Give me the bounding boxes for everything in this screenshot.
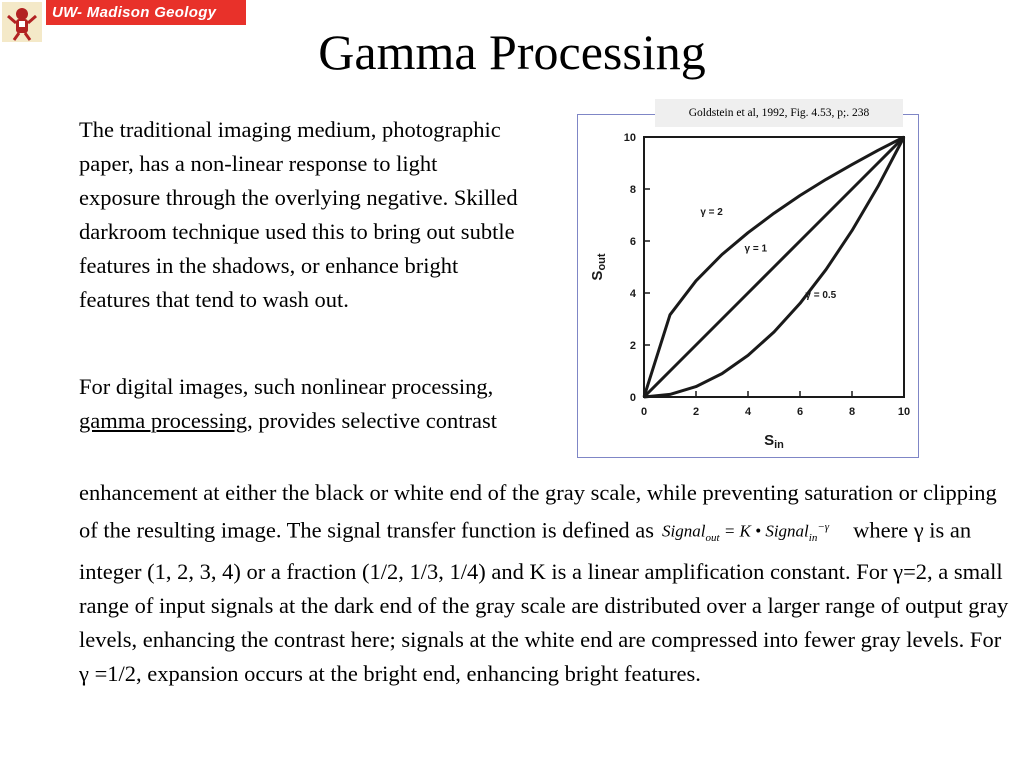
- formula-in-subscript: in: [808, 532, 818, 545]
- x-tick-label: 2: [692, 406, 700, 418]
- x-tick-label: 10: [897, 406, 911, 418]
- y-tick-label: 8: [629, 184, 636, 196]
- series-label: γ = 2: [700, 207, 723, 218]
- gamma-paragraph: [79, 370, 519, 438]
- y-axis-label: $S_{out}$: [589, 253, 608, 281]
- transfer-function-formula: [662, 510, 829, 555]
- y-tick-label: 0: [629, 392, 636, 404]
- x-axis-label-subscript: in: [774, 439, 784, 451]
- gamma-curve-chart: [578, 115, 918, 457]
- y-tick-label: 4: [629, 288, 636, 300]
- gamma-paragraph-end: , provides selective contrast: [247, 408, 498, 433]
- transfer-function-explanation: where γ is an integer (1, 2, 3, 4) or a fraction (1/2, 1/3, 1/4) and K is a linear amplification constant. For γ=2, a small range of input signals at the dark end of the gray scale are distributed over a larger range of output gray levels, enhancing the contrast here; signals at the white end are compressed into fewer gray levels. For γ =1/2, expansion occurs at the bright end, enhancing bright features.: [79, 517, 1009, 687]
- x-tick-label: 6: [796, 406, 804, 418]
- formula-equals-k: = K •: [719, 521, 766, 541]
- gamma-paragraph-start: For digital images, such nonlinear processing,: [79, 374, 494, 399]
- page-title: Gamma Processing: [318, 24, 706, 80]
- x-tick-label: 8: [848, 406, 856, 418]
- formula-signal-out: Signal: [662, 521, 706, 541]
- series-label: γ = 1: [744, 243, 768, 255]
- x-axis-label: $S_{in}$: [764, 432, 784, 451]
- gamma-curve-figure: [577, 114, 919, 458]
- series-line: [644, 137, 904, 397]
- transfer-function-paragraph: [79, 476, 1009, 691]
- x-tick-label: 0: [640, 406, 648, 418]
- series-label: γ = 0.5: [805, 290, 837, 302]
- formula-out-subscript: out: [705, 532, 720, 545]
- figure-citation: Goldstein et al, 1992, Fig. 4.53, p;. 238: [655, 99, 903, 127]
- course-banner: UW- Madison Geology 777: [46, 0, 246, 25]
- transfer-function-intro: enhancement at either the black or white end of the gray scale, while preventing saturation or clipping of the resulting image. The signal transfer function is defined as: [79, 480, 997, 543]
- x-tick-label: 4: [744, 406, 752, 418]
- y-tick-label: 10: [623, 132, 636, 144]
- y-axis-label-subscript: out: [596, 253, 608, 271]
- y-tick-label: 6: [629, 236, 636, 248]
- gamma-processing-term: gamma processing: [79, 408, 248, 433]
- intro-paragraph: The traditional imaging medium, photographic paper, has a non-linear response to light exposure through the overlying negative. Skilled darkroom technique used this to bring out subtle features in the shadows, or enhance bright features that tend to wash out.: [79, 117, 518, 312]
- formula-exponent: −γ: [817, 521, 830, 533]
- formula-signal-in: Signal: [765, 521, 809, 541]
- y-tick-label: 2: [629, 340, 636, 352]
